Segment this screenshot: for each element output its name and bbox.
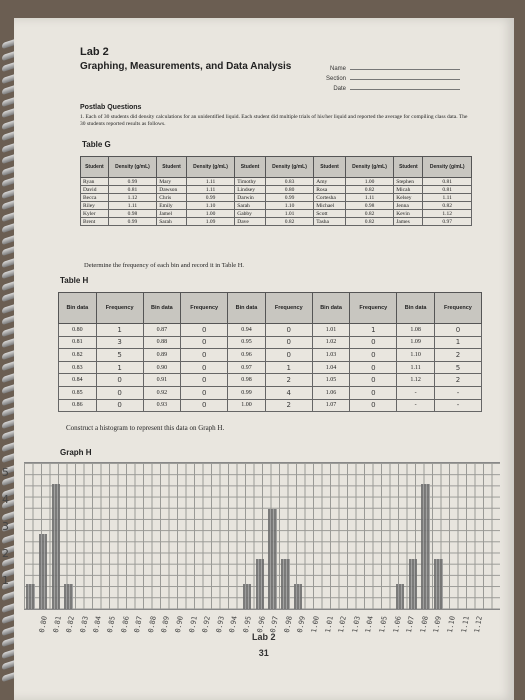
x-axis-bin-label: 0.94 (228, 615, 240, 634)
frequency-value[interactable]: 0 (96, 374, 143, 387)
student-name: Lindsey (235, 186, 266, 194)
x-axis-bin-label: 0.95 (242, 615, 253, 634)
student-name: David (81, 186, 109, 194)
bin-value: 1.01 (312, 324, 350, 337)
frequency-header: Frequency (350, 293, 397, 324)
student-name: Riley (81, 202, 109, 210)
density-value: 0.81 (423, 186, 472, 194)
frequency-value[interactable]: - (434, 399, 481, 412)
density-value: 0.99 (186, 194, 234, 202)
student-name: Tasha (314, 218, 346, 226)
histogram-bar (52, 484, 61, 609)
student-name: Sarah (235, 202, 266, 210)
frequency-header: Frequency (181, 293, 228, 324)
bin-header: Bin data (312, 293, 350, 324)
x-axis-bin-label: 0.83 (78, 615, 90, 634)
y-axis-mark: 4 (2, 493, 9, 506)
student-name: Chris (157, 194, 187, 202)
frequency-value[interactable]: 0 (350, 336, 397, 349)
density-value: 0.83 (265, 178, 313, 186)
frequency-header: Frequency (434, 293, 481, 324)
frequency-value[interactable]: 0 (96, 386, 143, 399)
x-axis-bin-label: 0.87 (133, 615, 144, 634)
density-value: 1.00 (345, 178, 393, 186)
density-value: 0.80 (265, 186, 313, 194)
bin-value: 0.88 (143, 336, 181, 349)
x-axis-bin-label: 0.86 (119, 615, 131, 634)
table-row (81, 218, 472, 226)
x-axis-bin-label: 1.06 (391, 615, 403, 634)
x-axis-bin-label: 0.80 (38, 615, 49, 634)
frequency-value[interactable]: 0 (181, 349, 228, 362)
postlab-title: Postlab Questions (80, 104, 142, 111)
frequency-value[interactable]: 0 (181, 361, 228, 374)
density-value: 1.11 (423, 194, 472, 202)
histogram-bar (294, 584, 303, 609)
table-row (81, 194, 472, 202)
student-name: Michael (314, 202, 346, 210)
student-name: Gabby (235, 210, 266, 218)
bin-value: 0.93 (143, 399, 181, 412)
x-axis-bin-label: 0.81 (51, 615, 63, 634)
frequency-value[interactable]: 1 (96, 361, 143, 374)
bin-value: 1.00 (228, 399, 266, 412)
density-value: 1.09 (186, 218, 234, 226)
frequency-value[interactable]: - (434, 386, 481, 399)
x-axis-bin-label: 0.88 (146, 615, 158, 634)
bin-header: Bin data (143, 293, 181, 324)
density-value: 0.82 (345, 218, 393, 226)
density-value: 0.82 (265, 218, 313, 226)
y-axis-mark: 5 (2, 466, 9, 479)
name-field[interactable] (350, 69, 460, 70)
bin-value: 0.84 (59, 374, 97, 387)
student-name: Micah (394, 186, 423, 194)
density-header: Density (g/mL) (423, 157, 472, 178)
frequency-value[interactable]: 0 (181, 336, 228, 349)
date-field[interactable] (350, 89, 460, 90)
density-header: Density (g/mL) (186, 157, 234, 178)
bin-header: Bin data (228, 293, 266, 324)
bin-value: 1.11 (397, 361, 435, 374)
student-name: Amy (314, 178, 346, 186)
frequency-value[interactable]: 0 (265, 349, 312, 362)
density-value: 0.99 (108, 218, 156, 226)
density-header: Density (g/mL) (345, 157, 393, 178)
frequency-value[interactable]: 4 (265, 386, 312, 399)
student-name: Scott (314, 210, 346, 218)
student-header: Student (81, 157, 109, 178)
bin-value: 1.08 (397, 324, 435, 337)
graph-h-grid (24, 462, 500, 610)
table-h-label: Table H (60, 276, 89, 285)
frequency-value[interactable]: 2 (434, 374, 481, 387)
student-name: Jamel (157, 210, 187, 218)
student-name: James (394, 218, 423, 226)
density-value: 0.81 (423, 178, 472, 186)
density-value: 1.12 (108, 194, 156, 202)
bin-value: 0.85 (59, 386, 97, 399)
bin-header: Bin data (397, 293, 435, 324)
section-label: Section (325, 76, 346, 82)
x-axis-bin-label: 1.07 (405, 615, 416, 634)
density-value: 1.12 (423, 210, 472, 218)
histogram-bar (256, 559, 265, 609)
frequency-value[interactable]: 0 (181, 324, 228, 337)
bin-value: 0.96 (228, 349, 266, 362)
student-header: Student (314, 157, 346, 178)
table-row (59, 349, 482, 362)
bin-value: 1.10 (397, 349, 435, 362)
frequency-value[interactable]: 1 (350, 324, 397, 337)
x-axis-bin-label: 0.99 (296, 615, 308, 634)
table-g (80, 156, 472, 226)
student-name: Cortesha (314, 194, 346, 202)
bin-value: 0.81 (59, 336, 97, 349)
x-axis-bin-label: 1.02 (337, 615, 348, 634)
lab-subtitle: Graphing, Measurements, and Data Analysis (80, 61, 292, 72)
bin-value: 1.07 (312, 399, 350, 412)
frequency-value[interactable]: 1 (96, 324, 143, 337)
student-name: Kyler (81, 210, 109, 218)
table-row (59, 386, 482, 399)
frequency-value[interactable]: 5 (434, 361, 481, 374)
question-instruction: 1. Each of 30 students did density calculations for an unidentified liquid. Each student did multiple trials of his/her liquid and reported the average for compiling class data. The 30 students reported results as follows. (80, 114, 468, 127)
histogram-bar (268, 509, 277, 609)
bin-value: 0.95 (228, 336, 266, 349)
table-row (59, 399, 482, 412)
histogram-instruction: Construct a histogram to represent this data on Graph H. (66, 424, 225, 432)
table-h (58, 292, 482, 412)
table-row (81, 210, 472, 218)
x-axis-bin-label: 0.84 (92, 615, 104, 634)
density-value: 1.11 (108, 202, 156, 210)
bin-value: 1.05 (312, 374, 350, 387)
frequency-value[interactable]: 0 (434, 324, 481, 337)
bin-value: - (397, 386, 435, 399)
density-value: 0.82 (345, 186, 393, 194)
student-name: Mary (157, 178, 187, 186)
histogram-bar (434, 559, 443, 609)
frequency-value[interactable]: 0 (350, 361, 397, 374)
frequency-value[interactable]: 0 (350, 374, 397, 387)
density-value: 0.99 (108, 178, 156, 186)
histogram-bar (409, 559, 418, 609)
frequency-value[interactable]: 5 (96, 349, 143, 362)
density-value: 1.11 (345, 194, 393, 202)
student-name: Brent (81, 218, 109, 226)
table-row (59, 361, 482, 374)
table-row (81, 202, 472, 210)
page-number: 31 (258, 648, 269, 658)
student-name: Dave (235, 218, 266, 226)
x-axis-bin-label: 1.12 (473, 615, 484, 634)
x-axis-bin-label: 1.01 (323, 615, 335, 634)
bin-value: 0.94 (228, 324, 266, 337)
table-row (59, 336, 482, 349)
frequency-value[interactable]: 1 (265, 361, 312, 374)
bin-header: Bin data (59, 293, 97, 324)
frequency-value[interactable]: 1 (434, 336, 481, 349)
density-value: 0.82 (423, 202, 472, 210)
bin-value: 1.06 (312, 386, 350, 399)
student-header: Student (235, 157, 266, 178)
frequency-value[interactable]: 0 (350, 349, 397, 362)
section-field[interactable] (350, 79, 460, 80)
table-g-label: Table G (82, 140, 111, 149)
x-axis-bin-label: 0.90 (174, 615, 185, 634)
density-value: 0.81 (108, 186, 156, 194)
footer-lab: Lab 2 (252, 632, 276, 642)
student-header: Student (394, 157, 423, 178)
frequency-value[interactable]: 0 (350, 386, 397, 399)
bin-value: 0.82 (59, 349, 97, 362)
student-name: Kelsey (394, 194, 423, 202)
table-row (81, 186, 472, 194)
bin-value: 1.02 (312, 336, 350, 349)
histogram-bar (243, 584, 252, 609)
x-axis-bin-label: 1.10 (446, 615, 457, 634)
density-value: 1.10 (265, 202, 313, 210)
y-axis-mark: 1 (2, 574, 9, 587)
student-name: Darwin (235, 194, 266, 202)
lab-title: Lab 2 (80, 46, 109, 58)
frequency-value[interactable]: 0 (181, 386, 228, 399)
x-axis-bin-label: 1.08 (418, 615, 430, 634)
frequency-value[interactable]: 0 (265, 324, 312, 337)
student-name: Dawson (157, 186, 187, 194)
bin-value: 0.83 (59, 361, 97, 374)
bin-value: 0.97 (228, 361, 266, 374)
student-name: Sarah (157, 218, 187, 226)
bin-value: 1.12 (397, 374, 435, 387)
bin-value: 0.86 (59, 399, 97, 412)
y-axis-mark: 2 (2, 547, 9, 560)
x-axis-bin-label: 1.04 (364, 615, 376, 634)
bin-value: 0.89 (143, 349, 181, 362)
density-value: 1.00 (186, 210, 234, 218)
histogram-bar (281, 559, 290, 609)
frequency-header: Frequency (96, 293, 143, 324)
page-footer (252, 632, 276, 658)
x-axis-bin-label: 0.85 (106, 615, 117, 634)
frequency-value[interactable]: 0 (96, 399, 143, 412)
histogram-bar (396, 584, 405, 609)
student-name: Stephen (394, 178, 423, 186)
x-axis-bin-label: 0.98 (282, 615, 294, 634)
student-name: Emily (157, 202, 187, 210)
density-value: 1.10 (186, 202, 234, 210)
x-axis-bin-label: 1.00 (310, 615, 321, 634)
histogram-bar (421, 484, 430, 609)
student-info-fields (300, 66, 460, 96)
name-label: Name (329, 66, 346, 72)
date-label: Date (333, 86, 346, 92)
histogram-bar (64, 584, 73, 609)
x-axis-bin-label: 0.92 (201, 615, 212, 634)
student-name: Kevin (394, 210, 423, 218)
x-axis-bin-label: 1.05 (378, 615, 389, 634)
histogram-bar (39, 534, 48, 609)
bin-value: 1.03 (312, 349, 350, 362)
frequency-value[interactable]: 3 (96, 336, 143, 349)
density-value: 0.97 (423, 218, 472, 226)
x-axis-bin-label: 1.09 (432, 615, 444, 634)
bin-value: 0.99 (228, 386, 266, 399)
bin-value: 0.87 (143, 324, 181, 337)
histogram-bar (26, 584, 35, 609)
graph-h-label: Graph H (60, 448, 92, 457)
density-value: 0.82 (345, 210, 393, 218)
frequency-value[interactable]: 2 (265, 399, 312, 412)
frequency-value[interactable]: 0 (181, 399, 228, 412)
frequency-value[interactable]: 0 (350, 399, 397, 412)
table-row (59, 324, 482, 337)
density-value: 0.98 (345, 202, 393, 210)
x-axis-bin-label: 0.89 (160, 615, 172, 634)
x-axis-bin-label: 0.96 (255, 615, 267, 634)
bin-value: 1.04 (312, 361, 350, 374)
density-value: 1.11 (186, 178, 234, 186)
frequency-value[interactable]: 2 (265, 374, 312, 387)
frequency-value[interactable]: 2 (434, 349, 481, 362)
student-name: Ryan (81, 178, 109, 186)
density-value: 1.01 (265, 210, 313, 218)
density-header: Density (g/mL) (108, 157, 156, 178)
x-axis-bin-label: 1.03 (350, 615, 362, 634)
density-value: 0.99 (265, 194, 313, 202)
determine-instruction: Determine the frequency of each bin and record it in Table H. (84, 262, 245, 269)
page-header (80, 46, 291, 72)
bin-value: 0.80 (59, 324, 97, 337)
bin-value: 0.90 (143, 361, 181, 374)
frequency-value[interactable]: 0 (181, 374, 228, 387)
bin-value: 0.98 (228, 374, 266, 387)
x-axis-bin-label: 0.97 (269, 615, 280, 634)
x-axis-bin-label: 0.93 (214, 615, 226, 634)
bin-value: 0.92 (143, 386, 181, 399)
y-axis-mark: 3 (2, 520, 9, 533)
density-value: 0.98 (108, 210, 156, 218)
bin-value: - (397, 399, 435, 412)
student-name: Becca (81, 194, 109, 202)
student-name: Timothy (235, 178, 266, 186)
student-name: Rosa (314, 186, 346, 194)
frequency-header: Frequency (265, 293, 312, 324)
density-value: 1.11 (186, 186, 234, 194)
bin-value: 1.09 (397, 336, 435, 349)
table-row (81, 178, 472, 186)
density-header: Density (g/mL) (265, 157, 313, 178)
bin-value: 0.91 (143, 374, 181, 387)
x-axis-bin-label: 0.82 (65, 615, 76, 634)
x-axis-bin-label: 1.11 (459, 615, 471, 634)
student-header: Student (157, 157, 187, 178)
table-row (59, 374, 482, 387)
frequency-value[interactable]: 0 (265, 336, 312, 349)
x-axis-bin-label: 0.91 (187, 615, 199, 634)
student-name: Jenna (394, 202, 423, 210)
